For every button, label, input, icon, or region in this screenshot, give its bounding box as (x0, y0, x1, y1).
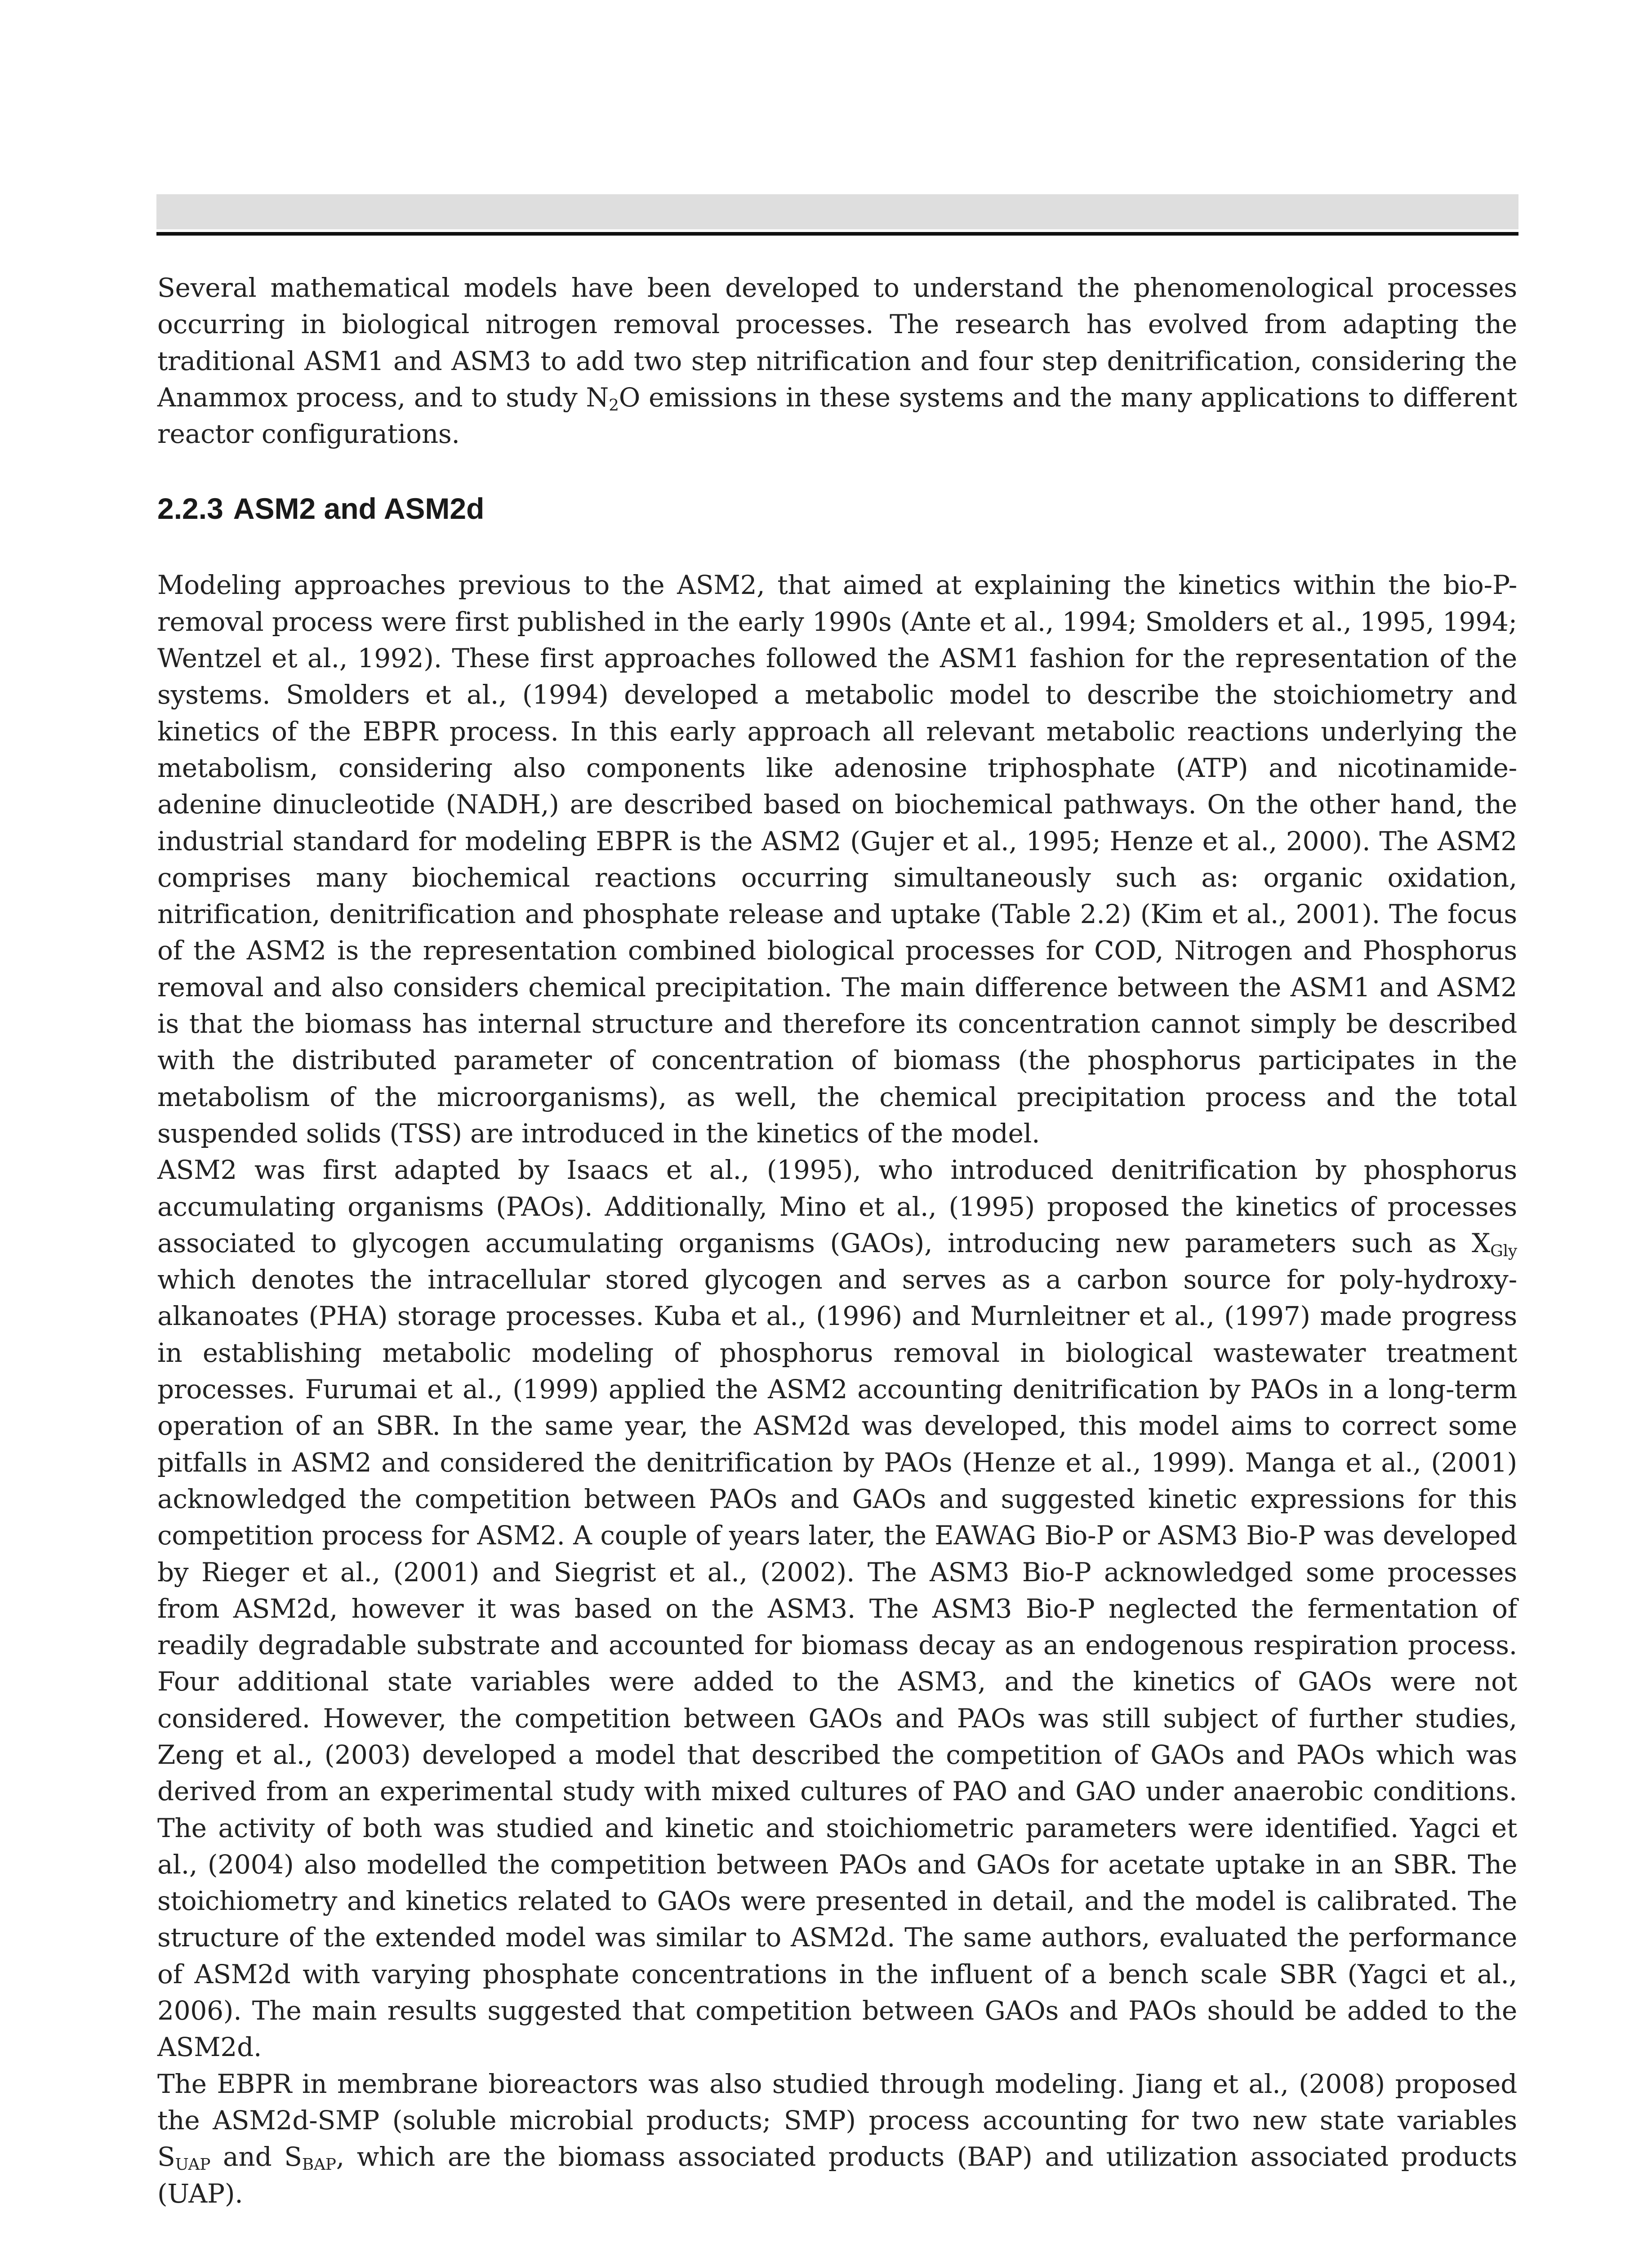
intro-paragraph: Several mathematical models have been developed to understand the phenomenological processes occurring in biological nitrogen removal processes. The research has evolved from adapting the traditional ASM1 and ASM3 to add two step nitrification and four step denitrification, considering the Anammox process, and to study $N_2O$ emissions in these systems and the many applications to different reactor configurations. (157, 272, 1517, 450)
page-content (157, 270, 1517, 2212)
header-band (156, 194, 1518, 229)
section-heading (157, 488, 1517, 529)
paragraph-asm2-adaptations: ASM2 was first adapted by Isaacs et al., (1995), who introduced denitrification by phosphorus accumulating organisms (PAOs). Additionally, Mino et al., (1995) proposed the kinetics of processes associated to glycogen accumulating organisms (GAOs), introducing new parameters such as $X_{Gly}$ which denotes the intracellular stored glycogen and serves as a carbon source for poly-hydroxy-alkanoates (PHA) storage processes. Kuba et al., (1996) and Murnleitner et al., (1997) made progress in establishing metabolic modeling of phosphorus removal in biological wastewater treatment processes. Furumai et al., (1999) applied the ASM2 accounting denitrification by PAOs in a long-term operation of an SBR. In the same year, the ASM2d was developed, this model aims to correct some pitfalls in ASM2 and considered the denitrification by PAOs (Henze et al., 1999). Manga et al., (2001) acknowledged the competition between PAOs and GAOs and suggested kinetic expressions for this competition process for ASM2. A couple of years later, the EAWAG Bio-P or ASM3 Bio-P was developed by Rieger et al., (2001) and Siegrist et al., (2002). The ASM3 Bio-P acknowledged some processes from ASM2d, however it was based on the ASM3. The ASM3 Bio-P neglected the fermentation of readily degradable substrate and accounted for biomass decay as an endogenous respiration process. Four additional state variables were added to the ASM3, and the kinetics of GAOs were not considered. However, the competition between GAOs and PAOs was still subject of further studies, Zeng et al., (2003) developed a model that described the competition of GAOs and PAOs which was derived from an experimental study with mixed cultures of PAO and GAO under anaerobic conditions. The activity of both was studied and kinetic and stoichiometric parameters were identified. Yagci et al., (2004) also modelled the competition between PAOs and GAOs for acetate uptake in an SBR. The stoichiometry and kinetics related to GAOs were presented in detail, and the model is calibrated. The structure of the extended model was similar to ASM2d. The same authors, evaluated the performance of ASM2d with varying phosphate concentrations in the influent of a bench scale SBR (Yagci et al., 2006). The main results suggested that competition between GAOs and PAOs should be added to the ASM2d. (157, 1155, 1517, 2063)
paragraph-mbr-modeling: The EBPR in membrane bioreactors was also studied through modeling. Jiang et al., (2008) proposed the ASM2d-SMP (soluble microbial products; SMP) process accounting for two new state variables $S_{UAP}$ and $S_{BAP}$, which are the biomass associated products (BAP) and utilization associated products (UAP). (157, 2068, 1518, 2209)
section-title: ASM2 and ASM2d (233, 492, 485, 526)
section-number: 2.2.3 (157, 492, 223, 526)
header-rule (156, 232, 1518, 236)
paragraph-asm2-history: Modeling approaches previous to the ASM2, that aimed at explaining the kinetics within the bio-P-removal process were first published in the early 1990s (Ante et al., 1994; Smolders et al., 1995, 1994; Wentzel et al., 1992). These first approaches followed the ASM1 fashion for the representation of the systems. Smolders et al., (1994) developed a metabolic model to describe the stoichiometry and kinetics of the EBPR process. In this early approach all relevant metabolic reactions underlying the metabolism, considering also components like adenosine triphosphate (ATP) and nicotinamide- adenine dinucleotide (NADH,) are described based on biochemical pathways. On the other hand, the industrial standard for modeling EBPR is the ASM2 (Gujer et al., 1995; Henze et al., 2000). The ASM2 comprises many biochemical reactions occurring simultaneously such as: organic oxidation, nitrification, denitrification and phosphate release and uptake (Table 2.2) (Kim et al., 2001). The focus of the ASM2 is the representation combined biological processes for COD, Nitrogen and Phosphorus removal and also considers chemical precipitation. The main difference between the ASM1 and ASM2 is that the biomass has internal structure and therefore its concentration cannot simply be described with the distributed parameter of concentration of biomass (the phosphorus participates in the metabolism of the microorganisms), as well, the chemical precipitation process and the total suspended solids (TSS) are introduced in the kinetics of the model. (157, 570, 1517, 1149)
